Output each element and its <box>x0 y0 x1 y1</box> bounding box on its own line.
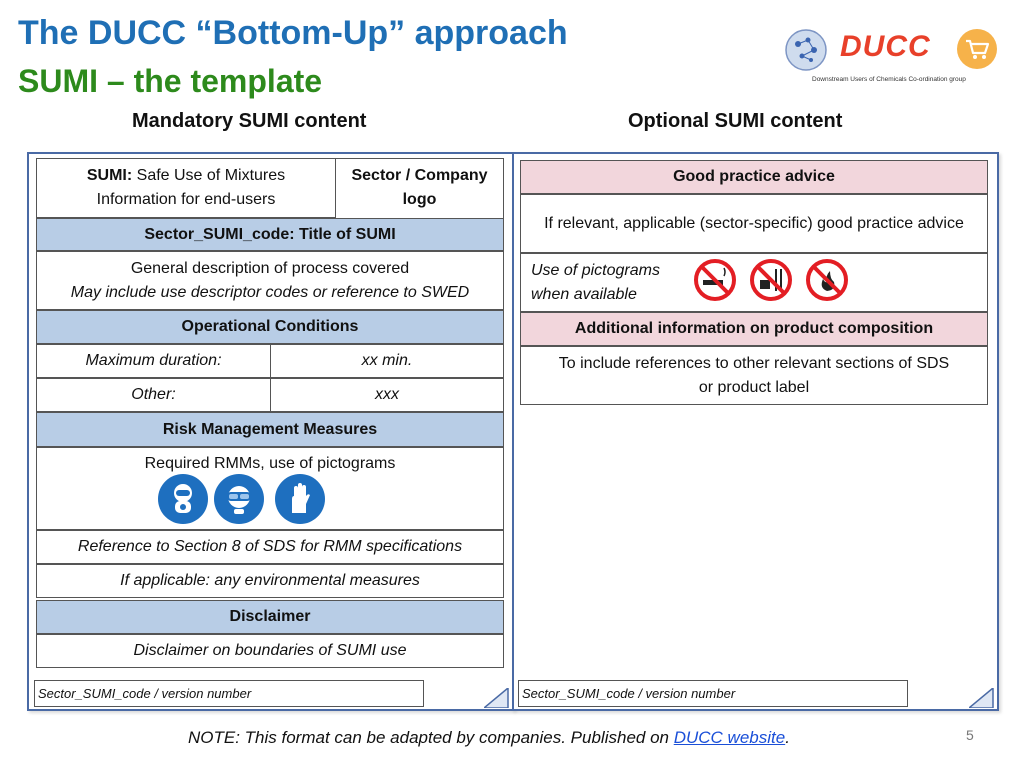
slide-title: The DUCC “Bottom-Up” approach <box>18 14 568 52</box>
op-conditions: Operational Conditions <box>181 318 359 335</box>
respirator-icon <box>158 474 208 524</box>
note-text: NOTE: This format can be adapted by companies. Published on <box>188 728 674 747</box>
composition-header-cell <box>520 312 988 346</box>
rmm-header: Risk Management Measures <box>162 420 378 438</box>
code-title: Sector_SUMI_code: Title of SUMI <box>144 225 396 243</box>
right-page-curl <box>969 688 995 708</box>
molecule-globe-icon <box>784 28 828 72</box>
rmm-text: Required RMMs, use of pictograms <box>144 455 396 472</box>
left-page-curl <box>484 688 510 708</box>
good-practice-text: If relevant, applicable (sector-specific) good practice advice <box>544 214 964 232</box>
good-practice-cell <box>520 194 988 253</box>
environmental-text: If applicable: any environmental measures <box>120 572 420 589</box>
pictograms-line-1: Use of pictograms <box>531 261 660 279</box>
disclaimer-text: Disclaimer on boundaries of SUMI use <box>133 642 407 659</box>
ducc-logo <box>784 28 999 88</box>
sumi-text-1: Safe Use of Mixtures <box>136 167 286 184</box>
note-end: . <box>785 728 790 747</box>
page-number: 5 <box>966 727 974 743</box>
max-duration-label-cell <box>36 344 271 378</box>
sumi-title-cell <box>36 158 336 218</box>
footer-note <box>188 728 790 748</box>
no-eating-drinking-icon <box>749 258 793 302</box>
left-footer-code-cell <box>34 680 424 707</box>
right-footer-code: Sector_SUMI_code / version number <box>522 685 736 701</box>
rmm-header-cell <box>36 412 504 447</box>
process-line-2: May include use descriptor codes or reference to SWED <box>70 283 470 301</box>
no-smoking-icon <box>693 258 737 302</box>
sumi-label: SUMI: <box>86 167 133 184</box>
shopping-cart-icon <box>956 28 998 70</box>
process-cell <box>36 251 504 310</box>
right-footer-code-cell <box>518 680 908 707</box>
sumi-line-1 <box>87 164 285 188</box>
other-label: Other: <box>131 386 176 403</box>
composition-cell <box>520 346 988 405</box>
composition-header: Additional information on product composition <box>574 320 934 337</box>
gloves-glyph <box>280 479 320 519</box>
max-duration-label: Maximum duration: <box>85 352 222 369</box>
other-value: xxx <box>375 386 399 403</box>
max-duration-value: xx min. <box>361 352 413 369</box>
pictograms-line-2: when available <box>531 285 637 303</box>
no-open-flame-icon <box>805 258 849 302</box>
section8-text: Reference to Section 8 of SDS for RMM specifications <box>77 538 463 555</box>
disclaimer-cell <box>36 634 504 668</box>
op-conditions-cell <box>36 310 504 344</box>
other-value-cell <box>270 378 504 412</box>
ducc-caption: Downstream Users of Chemicals Co-ordination group <box>812 76 966 83</box>
goggles-icon <box>214 474 264 524</box>
optional-heading: Optional SUMI content <box>628 110 843 132</box>
process-line-1: General description of process covered <box>130 259 410 277</box>
composition-line-1: To include references to other relevant sections of SDS <box>558 354 950 372</box>
gloves-icon <box>275 474 325 524</box>
ducc-wordmark: DUCC <box>840 30 931 63</box>
good-practice-header: Good practice advice <box>673 168 835 185</box>
rmm-cell <box>36 447 504 530</box>
section8-cell <box>36 530 504 564</box>
composition-line-2: or product label <box>698 378 810 396</box>
left-footer-code: Sector_SUMI_code / version number <box>38 685 252 701</box>
good-practice-header-cell <box>520 160 988 194</box>
ducc-website-link[interactable]: DUCC website <box>673 728 786 747</box>
sector-logo-text: Sector / Company logo <box>351 167 488 208</box>
sumi-text-2: Information for end-users <box>96 191 276 208</box>
disclaimer-header: Disclaimer <box>229 608 311 625</box>
goggles-glyph <box>219 479 259 519</box>
environmental-cell <box>36 564 504 598</box>
code-title-cell <box>36 218 504 251</box>
mandatory-heading: Mandatory SUMI content <box>132 110 367 132</box>
slide-subtitle: SUMI – the template <box>18 63 323 99</box>
respirator-glyph <box>163 479 203 519</box>
other-label-cell <box>36 378 271 412</box>
disclaimer-header-cell <box>36 600 504 634</box>
max-duration-value-cell <box>270 344 504 378</box>
